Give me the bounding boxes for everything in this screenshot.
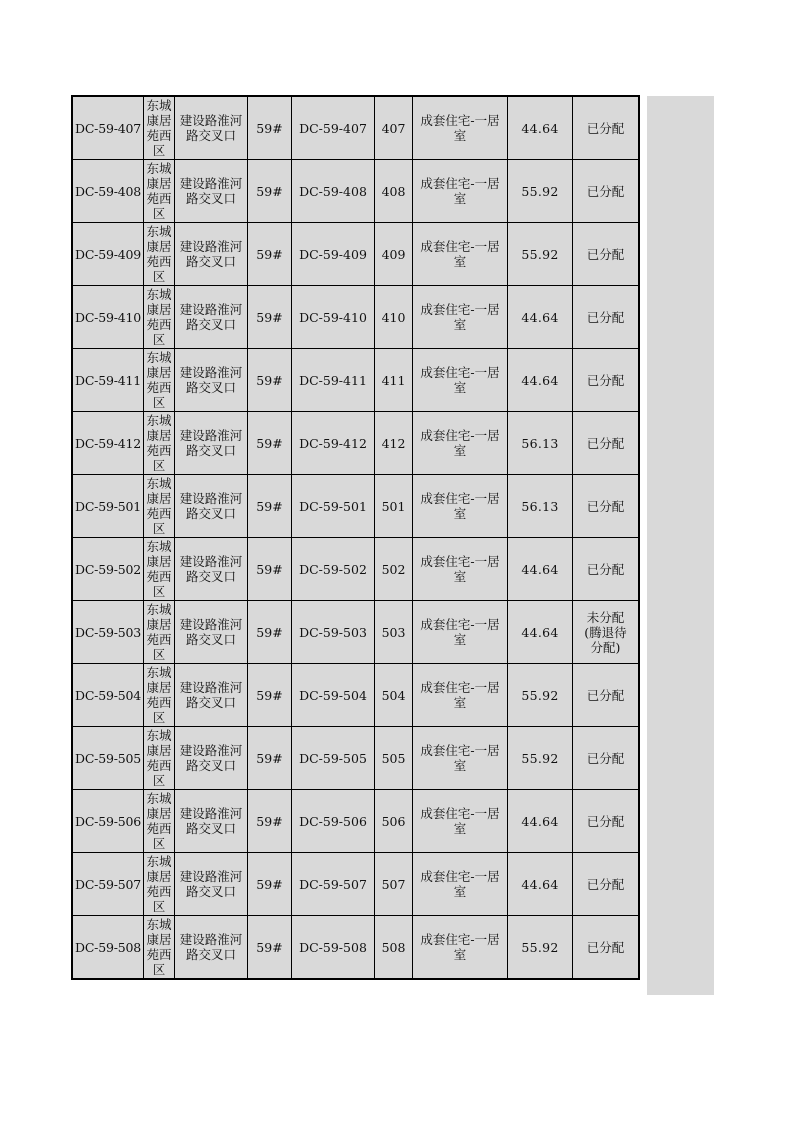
- building-cell: 59#: [248, 412, 292, 475]
- room-number-cell: 410: [375, 286, 413, 349]
- district-cell-line: 区: [152, 899, 166, 914]
- road-cell-line: 路交叉口: [185, 191, 236, 206]
- district-cell-line: 区: [152, 710, 166, 725]
- road-cell-line: 建设路淮河: [179, 806, 243, 821]
- district-cell-line: 东城: [146, 476, 172, 491]
- status-cell: [573, 538, 640, 601]
- building-cell: 59#: [248, 853, 292, 916]
- road-cell-line: 路交叉口: [185, 695, 236, 710]
- house-type-cell: [413, 853, 508, 916]
- status-cell: [573, 853, 640, 916]
- room-number-cell: 502: [375, 538, 413, 601]
- house-code-cell: DC-59-503: [72, 601, 144, 664]
- district-cell: [144, 223, 175, 286]
- road-cell-line: 建设路淮河: [179, 113, 243, 128]
- status-cell-line: 已分配: [586, 750, 625, 766]
- district-cell-line: 苑西: [146, 695, 172, 710]
- district-cell-line: 区: [152, 332, 166, 347]
- house-code-cell: DC-59-412: [72, 412, 144, 475]
- status-cell: [573, 286, 640, 349]
- table-row: [72, 286, 639, 349]
- house-type-cell-line: 成套住宅-一居: [420, 617, 500, 632]
- building-cell: 59#: [248, 601, 292, 664]
- table-row: [72, 160, 639, 223]
- district-cell-line: 苑西: [146, 191, 172, 206]
- road-cell-line: 建设路淮河: [179, 239, 243, 254]
- house-type-cell-line: 成套住宅-一居: [420, 365, 500, 380]
- road-cell: [175, 853, 248, 916]
- area-cell: 55.92: [508, 727, 573, 790]
- house-code-cell: DC-59-502: [72, 538, 144, 601]
- district-cell-line: 区: [152, 143, 166, 158]
- house-type-cell: [413, 412, 508, 475]
- road-cell-line: 建设路淮河: [179, 554, 243, 569]
- district-cell-line: 东城: [146, 854, 172, 869]
- status-cell: [573, 601, 640, 664]
- housing-table: [71, 95, 640, 980]
- district-cell-line: 东城: [146, 791, 172, 806]
- status-cell-line: 已分配: [586, 372, 625, 388]
- table-row: [72, 223, 639, 286]
- area-cell: 44.64: [508, 790, 573, 853]
- house-type-cell-line: 成套住宅-一居: [420, 428, 500, 443]
- house-code-cell-2: DC-59-503: [292, 601, 375, 664]
- district-cell-line: 东城: [146, 161, 172, 176]
- building-cell: 59#: [248, 538, 292, 601]
- district-cell-line: 区: [152, 647, 166, 662]
- district-cell-line: 东城: [146, 350, 172, 365]
- house-type-cell: [413, 160, 508, 223]
- room-number-cell: 409: [375, 223, 413, 286]
- house-type-cell-line: 室: [453, 884, 467, 899]
- road-cell-line: 路交叉口: [185, 569, 236, 584]
- house-code-cell-2: DC-59-409: [292, 223, 375, 286]
- status-cell-line: (腾退待: [584, 624, 627, 640]
- room-number-cell: 506: [375, 790, 413, 853]
- district-cell-line: 苑西: [146, 317, 172, 332]
- district-cell-line: 东城: [146, 98, 172, 113]
- district-cell-line: 区: [152, 584, 166, 599]
- house-type-cell-line: 室: [453, 128, 467, 143]
- road-cell: [175, 96, 248, 160]
- road-cell-line: 建设路淮河: [179, 176, 243, 191]
- house-code-cell: DC-59-508: [72, 916, 144, 980]
- district-cell-line: 东城: [146, 665, 172, 680]
- house-code-cell-2: DC-59-412: [292, 412, 375, 475]
- status-cell: [573, 96, 640, 160]
- house-type-cell: [413, 475, 508, 538]
- status-cell-line: 已分配: [586, 309, 625, 325]
- district-cell-line: 区: [152, 269, 166, 284]
- district-cell: [144, 538, 175, 601]
- house-type-cell: [413, 790, 508, 853]
- house-type-cell: [413, 601, 508, 664]
- status-cell-line: 已分配: [586, 687, 625, 703]
- room-number-cell: 505: [375, 727, 413, 790]
- district-cell: [144, 601, 175, 664]
- road-cell: [175, 601, 248, 664]
- house-code-cell: DC-59-504: [72, 664, 144, 727]
- district-cell-line: 康居: [146, 932, 172, 947]
- district-cell-line: 区: [152, 962, 166, 977]
- table-body: [72, 96, 639, 979]
- house-type-cell-line: 成套住宅-一居: [420, 806, 500, 821]
- area-cell: 55.92: [508, 664, 573, 727]
- house-type-cell-line: 室: [453, 443, 467, 458]
- area-cell: 44.64: [508, 601, 573, 664]
- status-cell-line: 已分配: [586, 498, 625, 514]
- house-code-cell: DC-59-505: [72, 727, 144, 790]
- table-row: [72, 475, 639, 538]
- status-cell-line: 已分配: [586, 876, 625, 892]
- district-cell-line: 东城: [146, 287, 172, 302]
- room-number-cell: 508: [375, 916, 413, 980]
- house-type-cell-line: 室: [453, 695, 467, 710]
- house-code-cell: DC-59-506: [72, 790, 144, 853]
- room-number-cell: 411: [375, 349, 413, 412]
- district-cell-line: 苑西: [146, 443, 172, 458]
- house-code-cell: DC-59-411: [72, 349, 144, 412]
- road-cell: [175, 223, 248, 286]
- building-cell: 59#: [248, 96, 292, 160]
- building-cell: 59#: [248, 475, 292, 538]
- district-cell-line: 苑西: [146, 254, 172, 269]
- road-cell-line: 路交叉口: [185, 632, 236, 647]
- road-cell-line: 路交叉口: [185, 506, 236, 521]
- district-cell-line: 康居: [146, 491, 172, 506]
- house-type-cell: [413, 727, 508, 790]
- house-type-cell-line: 室: [453, 569, 467, 584]
- status-cell: [573, 664, 640, 727]
- area-cell: 56.13: [508, 475, 573, 538]
- house-type-cell-line: 成套住宅-一居: [420, 113, 500, 128]
- district-cell-line: 东城: [146, 539, 172, 554]
- district-cell-line: 康居: [146, 554, 172, 569]
- building-cell: 59#: [248, 790, 292, 853]
- status-cell: [573, 160, 640, 223]
- house-code-cell-2: DC-59-501: [292, 475, 375, 538]
- district-cell: [144, 286, 175, 349]
- road-cell: [175, 790, 248, 853]
- status-cell: [573, 475, 640, 538]
- road-cell-line: 路交叉口: [185, 884, 236, 899]
- building-cell: 59#: [248, 916, 292, 980]
- status-cell-line: 已分配: [586, 435, 625, 451]
- district-cell-line: 康居: [146, 869, 172, 884]
- road-cell-line: 建设路淮河: [179, 302, 243, 317]
- district-cell-line: 苑西: [146, 380, 172, 395]
- status-cell-line: 分配): [590, 639, 621, 655]
- road-cell: [175, 664, 248, 727]
- area-cell: 55.92: [508, 223, 573, 286]
- house-type-cell-line: 室: [453, 632, 467, 647]
- road-cell: [175, 727, 248, 790]
- house-type-cell-line: 成套住宅-一居: [420, 680, 500, 695]
- side-gray-panel: [647, 96, 714, 995]
- road-cell-line: 建设路淮河: [179, 680, 243, 695]
- district-cell-line: 苑西: [146, 821, 172, 836]
- district-cell-line: 区: [152, 773, 166, 788]
- road-cell-line: 路交叉口: [185, 947, 236, 962]
- house-type-cell: [413, 349, 508, 412]
- district-cell-line: 东城: [146, 602, 172, 617]
- district-cell-line: 苑西: [146, 758, 172, 773]
- status-cell-line: 已分配: [586, 561, 625, 577]
- road-cell-line: 路交叉口: [185, 821, 236, 836]
- district-cell: [144, 160, 175, 223]
- district-cell-line: 苑西: [146, 632, 172, 647]
- table-row: [72, 412, 639, 475]
- house-code-cell: DC-59-407: [72, 96, 144, 160]
- road-cell-line: 路交叉口: [185, 443, 236, 458]
- house-type-cell: [413, 538, 508, 601]
- house-type-cell-line: 成套住宅-一居: [420, 491, 500, 506]
- house-code-cell-2: DC-59-507: [292, 853, 375, 916]
- road-cell: [175, 349, 248, 412]
- road-cell-line: 建设路淮河: [179, 869, 243, 884]
- district-cell-line: 苑西: [146, 506, 172, 521]
- house-type-cell-line: 室: [453, 506, 467, 521]
- table-row: [72, 601, 639, 664]
- status-cell-line: 已分配: [586, 939, 625, 955]
- area-cell: 56.13: [508, 412, 573, 475]
- table-row: [72, 538, 639, 601]
- status-cell-line: 已分配: [586, 183, 625, 199]
- status-cell: [573, 916, 640, 980]
- district-cell-line: 苑西: [146, 128, 172, 143]
- building-cell: 59#: [248, 223, 292, 286]
- house-code-cell-2: DC-59-408: [292, 160, 375, 223]
- house-code-cell-2: DC-59-502: [292, 538, 375, 601]
- area-cell: 44.64: [508, 853, 573, 916]
- building-cell: 59#: [248, 727, 292, 790]
- road-cell-line: 路交叉口: [185, 317, 236, 332]
- road-cell: [175, 538, 248, 601]
- district-cell-line: 区: [152, 836, 166, 851]
- district-cell-line: 区: [152, 206, 166, 221]
- district-cell-line: 康居: [146, 113, 172, 128]
- building-cell: 59#: [248, 286, 292, 349]
- house-code-cell-2: DC-59-407: [292, 96, 375, 160]
- area-cell: 55.92: [508, 916, 573, 980]
- status-cell-line: 未分配: [586, 609, 625, 625]
- district-cell-line: 康居: [146, 617, 172, 632]
- district-cell-line: 区: [152, 458, 166, 473]
- room-number-cell: 412: [375, 412, 413, 475]
- house-type-cell-line: 成套住宅-一居: [420, 176, 500, 191]
- status-cell: [573, 412, 640, 475]
- room-number-cell: 507: [375, 853, 413, 916]
- house-type-cell: [413, 664, 508, 727]
- table-row: [72, 916, 639, 980]
- district-cell-line: 康居: [146, 176, 172, 191]
- room-number-cell: 504: [375, 664, 413, 727]
- house-type-cell-line: 成套住宅-一居: [420, 743, 500, 758]
- house-code-cell: DC-59-410: [72, 286, 144, 349]
- road-cell-line: 建设路淮河: [179, 491, 243, 506]
- house-code-cell-2: DC-59-505: [292, 727, 375, 790]
- district-cell: [144, 475, 175, 538]
- room-number-cell: 501: [375, 475, 413, 538]
- road-cell-line: 建设路淮河: [179, 743, 243, 758]
- house-code-cell-2: DC-59-508: [292, 916, 375, 980]
- house-type-cell-line: 室: [453, 758, 467, 773]
- room-number-cell: 408: [375, 160, 413, 223]
- table-row: [72, 96, 639, 160]
- road-cell: [175, 160, 248, 223]
- district-cell-line: 康居: [146, 806, 172, 821]
- district-cell-line: 康居: [146, 428, 172, 443]
- house-code-cell-2: DC-59-506: [292, 790, 375, 853]
- road-cell: [175, 286, 248, 349]
- district-cell-line: 康居: [146, 302, 172, 317]
- district-cell: [144, 664, 175, 727]
- road-cell-line: 建设路淮河: [179, 932, 243, 947]
- house-type-cell-line: 成套住宅-一居: [420, 302, 500, 317]
- district-cell-line: 东城: [146, 917, 172, 932]
- table-row: [72, 349, 639, 412]
- building-cell: 59#: [248, 349, 292, 412]
- district-cell: [144, 853, 175, 916]
- house-code-cell-2: DC-59-504: [292, 664, 375, 727]
- house-code-cell: DC-59-408: [72, 160, 144, 223]
- district-cell-line: 苑西: [146, 569, 172, 584]
- house-type-cell-line: 室: [453, 254, 467, 269]
- house-type-cell: [413, 223, 508, 286]
- road-cell-line: 建设路淮河: [179, 365, 243, 380]
- district-cell: [144, 349, 175, 412]
- district-cell-line: 康居: [146, 743, 172, 758]
- table-row: [72, 664, 639, 727]
- status-cell: [573, 727, 640, 790]
- road-cell: [175, 475, 248, 538]
- district-cell-line: 东城: [146, 728, 172, 743]
- house-type-cell-line: 室: [453, 380, 467, 395]
- building-cell: 59#: [248, 160, 292, 223]
- house-type-cell-line: 室: [453, 947, 467, 962]
- district-cell-line: 康居: [146, 365, 172, 380]
- house-type-cell-line: 室: [453, 821, 467, 836]
- district-cell-line: 东城: [146, 224, 172, 239]
- house-type-cell: [413, 96, 508, 160]
- house-type-cell-line: 成套住宅-一居: [420, 239, 500, 254]
- district-cell-line: 东城: [146, 413, 172, 428]
- house-code-cell-2: DC-59-411: [292, 349, 375, 412]
- road-cell-line: 路交叉口: [185, 758, 236, 773]
- area-cell: 44.64: [508, 349, 573, 412]
- status-cell: [573, 223, 640, 286]
- table-row: [72, 727, 639, 790]
- district-cell: [144, 96, 175, 160]
- house-type-cell-line: 室: [453, 317, 467, 332]
- room-number-cell: 503: [375, 601, 413, 664]
- table-row: [72, 790, 639, 853]
- house-type-cell: [413, 916, 508, 980]
- district-cell-line: 康居: [146, 680, 172, 695]
- house-type-cell-line: 成套住宅-一居: [420, 554, 500, 569]
- building-cell: 59#: [248, 664, 292, 727]
- road-cell: [175, 412, 248, 475]
- district-cell: [144, 916, 175, 980]
- house-code-cell: DC-59-507: [72, 853, 144, 916]
- status-cell-line: 已分配: [586, 813, 625, 829]
- road-cell-line: 路交叉口: [185, 380, 236, 395]
- district-cell-line: 苑西: [146, 947, 172, 962]
- house-type-cell-line: 室: [453, 191, 467, 206]
- area-cell: 44.64: [508, 538, 573, 601]
- status-cell: [573, 349, 640, 412]
- house-code-cell: DC-59-409: [72, 223, 144, 286]
- district-cell-line: 区: [152, 395, 166, 410]
- status-cell-line: 已分配: [586, 246, 625, 262]
- road-cell-line: 路交叉口: [185, 254, 236, 269]
- road-cell-line: 建设路淮河: [179, 428, 243, 443]
- district-cell: [144, 727, 175, 790]
- house-type-cell: [413, 286, 508, 349]
- road-cell-line: 路交叉口: [185, 128, 236, 143]
- table-row: [72, 853, 639, 916]
- house-code-cell-2: DC-59-410: [292, 286, 375, 349]
- area-cell: 44.64: [508, 96, 573, 160]
- road-cell: [175, 916, 248, 980]
- district-cell-line: 苑西: [146, 884, 172, 899]
- district-cell-line: 区: [152, 521, 166, 536]
- district-cell: [144, 412, 175, 475]
- room-number-cell: 407: [375, 96, 413, 160]
- area-cell: 44.64: [508, 286, 573, 349]
- road-cell-line: 建设路淮河: [179, 617, 243, 632]
- house-code-cell: DC-59-501: [72, 475, 144, 538]
- house-type-cell-line: 成套住宅-一居: [420, 869, 500, 884]
- status-cell-line: 已分配: [586, 120, 625, 136]
- status-cell: [573, 790, 640, 853]
- area-cell: 55.92: [508, 160, 573, 223]
- district-cell: [144, 790, 175, 853]
- house-type-cell-line: 成套住宅-一居: [420, 932, 500, 947]
- district-cell-line: 康居: [146, 239, 172, 254]
